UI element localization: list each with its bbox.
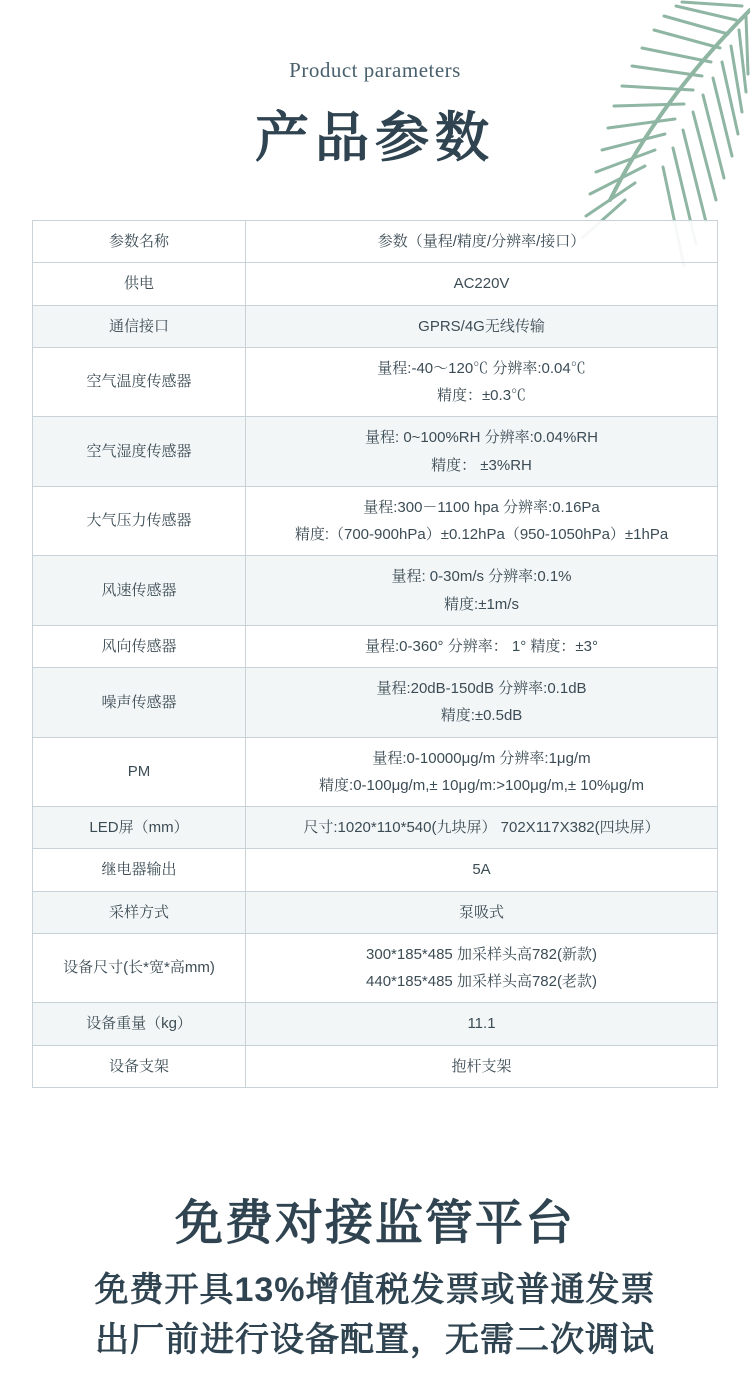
page-header bbox=[0, 0, 750, 172]
row-parameter-value-line: 精度:±0.5dB bbox=[440, 707, 523, 725]
row-parameter-name: 设备支架 bbox=[33, 1045, 246, 1087]
row-parameter-value-line: 300*185*485 加采样头高782(新款) bbox=[366, 945, 597, 963]
page-title: 产品参数 bbox=[255, 108, 495, 168]
column-header-name: 参数名称 bbox=[33, 221, 246, 263]
table-row bbox=[33, 849, 718, 891]
parameters-table bbox=[32, 220, 718, 1088]
promo-sub-text-1: 免费开具13%增值税发票或普通发票 bbox=[94, 1271, 656, 1310]
row-parameter-value-line: 量程: 0~100%RH 分辨率:0.04%RH bbox=[365, 429, 598, 447]
row-parameter-name: PM bbox=[33, 737, 246, 807]
header-english-title: Product parameters bbox=[289, 58, 461, 82]
row-parameter-name: 空气湿度传感器 bbox=[33, 417, 246, 487]
row-parameter-value-line: 5A bbox=[472, 861, 491, 879]
row-parameter-value bbox=[246, 1045, 718, 1087]
row-parameter-value bbox=[246, 263, 718, 305]
row-parameter-value bbox=[246, 849, 718, 891]
row-parameter-value bbox=[246, 737, 718, 807]
row-parameter-value-line: 量程:0-10000μg/m 分辨率:1μg/m bbox=[372, 749, 591, 767]
table-header-row bbox=[33, 221, 718, 263]
table-row bbox=[33, 891, 718, 933]
row-parameter-value-line: 11.1 bbox=[467, 1015, 496, 1033]
row-parameter-value-line: 精度:（700-900hPa）±0.12hPa（950-1050hPa）±1hPa bbox=[294, 526, 669, 543]
row-parameter-name: 大气压力传感器 bbox=[33, 486, 246, 556]
row-parameter-name: 噪声传感器 bbox=[33, 668, 246, 738]
row-parameter-name: LED屏（mm） bbox=[33, 807, 246, 849]
row-parameter-value-line: GPRS/4G无线传输 bbox=[418, 317, 545, 335]
row-parameter-name: 继电器输出 bbox=[33, 849, 246, 891]
row-parameter-value-line: 量程:20dB-150dB 分辨率:0.1dB bbox=[376, 680, 587, 697]
row-parameter-value-line: 精度:0-100μg/m,± 10μg/m:>100μg/m,± 10%μg/m bbox=[319, 776, 644, 794]
row-parameter-value-line: 量程: 0-30m/s 分辨率:0.1% bbox=[391, 568, 572, 586]
row-parameter-value-line: 精度：±0.3℃ bbox=[436, 387, 527, 404]
row-parameter-value-line: 精度： ±3%RH bbox=[431, 456, 532, 474]
row-parameter-value-line: 量程:300－1100 hpa 分辨率:0.16Pa bbox=[363, 498, 600, 516]
column-header-value: 参数（量程/精度/分辨率/接口） bbox=[246, 221, 718, 263]
row-parameter-value-line: AC220V bbox=[453, 275, 510, 293]
row-parameter-name: 设备重量（kg） bbox=[33, 1003, 246, 1045]
table-row bbox=[33, 263, 718, 305]
row-parameter-value bbox=[246, 807, 718, 849]
parameters-table-wrapper bbox=[32, 220, 718, 1088]
table-row bbox=[33, 1003, 718, 1045]
row-parameter-value bbox=[246, 891, 718, 933]
row-parameter-value bbox=[246, 668, 718, 738]
parameters-table-body bbox=[33, 221, 718, 1088]
row-parameter-value bbox=[246, 347, 718, 417]
table-row bbox=[33, 933, 718, 1003]
table-row bbox=[33, 668, 718, 738]
row-parameter-value bbox=[246, 417, 718, 487]
row-parameter-name: 风速传感器 bbox=[33, 556, 246, 626]
table-row bbox=[33, 1045, 718, 1087]
row-parameter-name: 供电 bbox=[33, 263, 246, 305]
row-parameter-value-line: 精度:±1m/s bbox=[444, 595, 519, 613]
row-parameter-value-line: 尺寸:1020*110*540(九块屏） 702X117X382(四块屏） bbox=[303, 819, 660, 836]
row-parameter-value-line: 泵吸式 bbox=[458, 903, 504, 921]
row-parameter-value bbox=[246, 1003, 718, 1045]
row-parameter-name: 采样方式 bbox=[33, 891, 246, 933]
promo-section bbox=[0, 1194, 750, 1364]
row-parameter-name: 风向传感器 bbox=[33, 625, 246, 667]
row-parameter-value-line: 量程:-40～120℃ 分辨率:0.04℃ bbox=[377, 359, 586, 377]
row-parameter-value bbox=[246, 933, 718, 1003]
table-row bbox=[33, 417, 718, 487]
promo-sub-text-2: 出厂前进行设备配置，无需二次调试 bbox=[95, 1321, 655, 1360]
row-parameter-value bbox=[246, 305, 718, 347]
row-parameter-value bbox=[246, 486, 718, 556]
table-row bbox=[33, 556, 718, 626]
table-row bbox=[33, 486, 718, 556]
table-row bbox=[33, 807, 718, 849]
table-row bbox=[33, 625, 718, 667]
table-row bbox=[33, 305, 718, 347]
row-parameter-value-line: 量程:0-360° 分辨率： 1° 精度：±3° bbox=[365, 637, 598, 655]
row-parameter-value-line: 440*185*485 加采样头高782(老款) bbox=[366, 973, 597, 990]
table-row bbox=[33, 737, 718, 807]
row-parameter-name: 空气温度传感器 bbox=[33, 347, 246, 417]
row-parameter-value bbox=[246, 625, 718, 667]
row-parameter-name: 通信接口 bbox=[33, 305, 246, 347]
promo-main-text: 免费对接监管平台 bbox=[174, 1197, 575, 1251]
row-parameter-value bbox=[246, 556, 718, 626]
table-row bbox=[33, 347, 718, 417]
row-parameter-name: 设备尺寸(长*宽*高mm) bbox=[33, 933, 246, 1003]
row-parameter-value-line: 抱杆支架 bbox=[451, 1057, 512, 1075]
